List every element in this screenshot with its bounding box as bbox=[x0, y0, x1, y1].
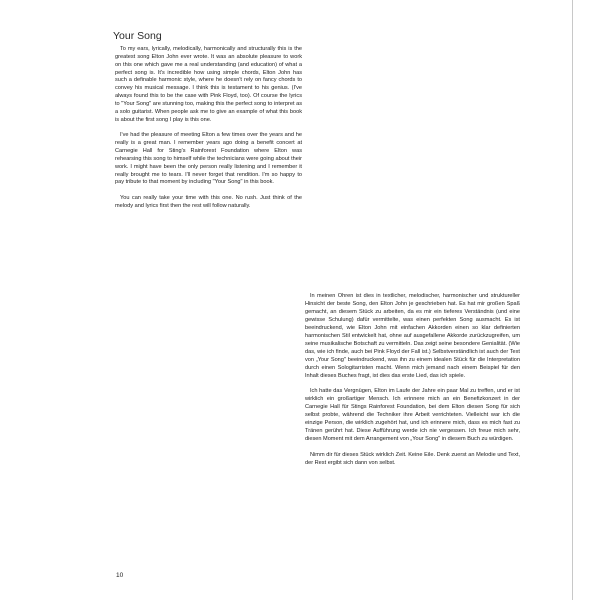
page-edge-divider bbox=[572, 0, 573, 600]
english-paragraph-1: To my ears, lyrically, melodically, harmonically and structurally this is the greatest song Elton John ever wrote. It was an absolute pleasure to work on this one which gave me a real understanding (and education) of what a perfect song is. It's incredible how using simple chords, Elton John has such a definable harmonic style, where he doesn't rely on fancy chords to convey his musical message. I think this is testament to his genius. (I've always found this to be the case with Pink Floyd, too). Of course the lyrics to "Your Song" are stunning too, making this the perfect song to interpret as a solo guitarist. When people ask me to give an example of what this book is about the first song I play is this one. bbox=[115, 46, 302, 123]
page-number: 10 bbox=[116, 572, 124, 579]
german-paragraph-1: In meinen Ohren ist dies in textlicher, melodischer, harmonischer und struktureller Hinsicht der beste Song, den Elton John je geschrieben hat. Es hat mir großen Spaß gemacht, an diesem Stück zu arbeiten, da es mir ein tieferes Verständnis (und eine gewisse Schulung) dafür vermittelte, was einen perfekten Song ausmacht. Es ist beeindruckend, wie Elton John mit einfachen Akkorden einen so klar definierten harmonischen Stil entwickelt hat, ohne auf ausgefallene Akkorde zurückzugreifen, um seine musikalische Botschaft zu vermitteln. Das zeigt seine besondere Genialität. (Wie das, wie ich finde, auch bei Pink Floyd der Fall ist.) Selbstverständlich ist auch der Text von „Your Song" beeindruckend, was ihn zu einem idealen Stück für die Interpretation durch einen Sologitarristen macht. Wenn mich jemand nach einem Beispiel für den Inhalt dieses Buches fragt, ist dies das erste Lied, das ich spiele. bbox=[305, 293, 520, 379]
english-paragraph-3: You can really take your time with this one. No rush. Just think of the melody and lyrics first then the rest will follow naturally. bbox=[115, 195, 302, 209]
english-paragraph-2: I've had the pleasure of meeting Elton a few times over the years and he really is a great man. I remember years ago doing a benefit concert at Carnegie Hall for Sting's Rainforest Foundation where Elton was rehearsing this song to himself while the technicians were going about their work. I might have been the only person really listening and I remember it really brought me to tears. I'll never forget that rendition. I'm so happy to pay tribute to that moment by including "Your Song" in this book. bbox=[115, 132, 302, 186]
english-text-column bbox=[115, 46, 302, 219]
german-paragraph-2: Ich hatte das Vergnügen, Elton im Laufe der Jahre ein paar Mal zu treffen, und er ist wirklich ein großartiger Mensch. Ich erinnere mich an ein Benefizkonzert in der Carnegie Hall für Stings Rainforest Foundation, bei dem Elton diesen Song für sich selbst probte, während die Techniker ihre Arbeit verrichteten. Vielleicht war ich die einzige Person, die wirklich zugehört hat, und ich erinnere mich, dass es mich fast zu Tränen gerührt hat. Diese Aufführung werde ich nie vergessen. Ich freue mich sehr, diesen Moment mit dem Arrangement von „Your Song" in diesem Buch zu würdigen. bbox=[305, 388, 520, 443]
page-title: Your Song bbox=[113, 30, 162, 42]
german-paragraph-3: Nimm dir für dieses Stück wirklich Zeit. Keine Eile. Denk zuerst an Melodie und Text, der Rest ergibt sich dann von selbst. bbox=[305, 451, 520, 466]
german-text-column bbox=[305, 293, 520, 476]
